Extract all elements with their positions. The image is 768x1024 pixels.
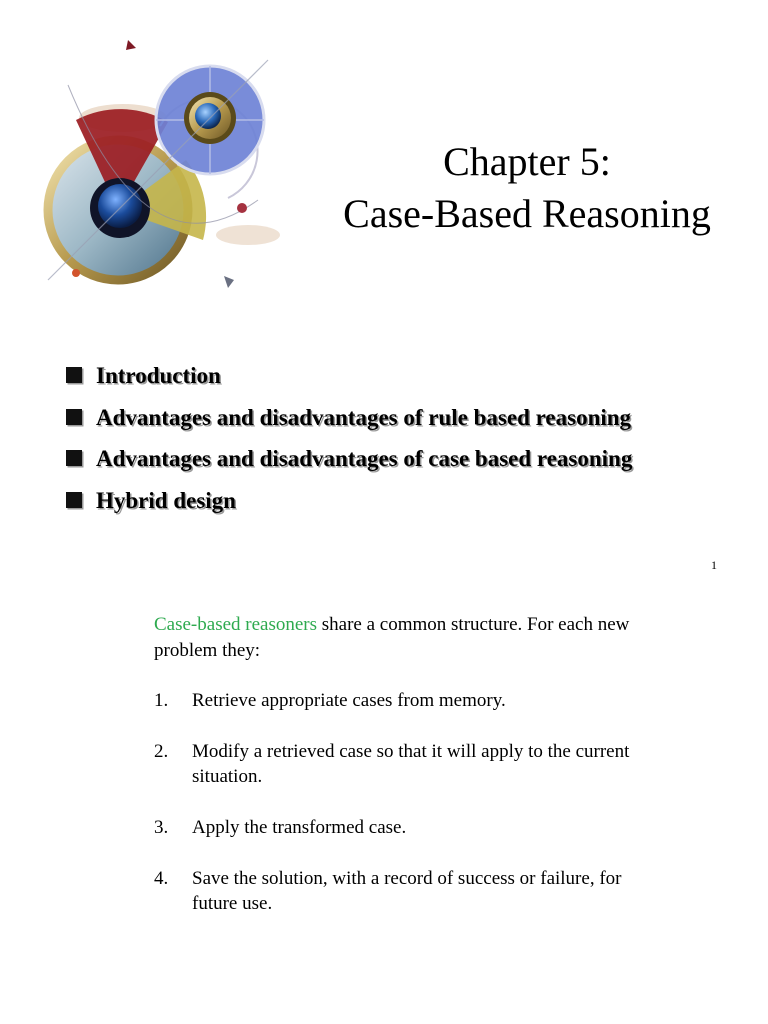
intro-text: share a common structure. For each new problem they:: [154, 614, 630, 661]
bullet-square-icon: [66, 367, 82, 383]
title-line-1: Chapter 5:: [443, 139, 611, 184]
globe-orbit-graphic-icon: [28, 30, 288, 292]
title-line-2: Case-Based Reasoning: [343, 191, 711, 236]
highlight-term: Case-based reasoners: [154, 614, 318, 635]
bullet-square-icon: [66, 409, 82, 425]
step-text: Retrieve appropriate cases from memory.: [192, 690, 506, 711]
list-item: [66, 402, 632, 444]
slide-2: [0, 590, 768, 1024]
step-number: 2.: [154, 741, 169, 762]
step-number: 4.: [154, 868, 169, 889]
bullet-text: Hybrid design: [96, 487, 236, 513]
list-item: [66, 443, 632, 485]
bullet-text: Advantages and disadvantages of rule based reasoning: [96, 404, 632, 430]
list-item: [66, 485, 632, 527]
list-item: [154, 688, 652, 713]
step-text: Apply the transformed case.: [192, 817, 407, 838]
steps-list: [154, 688, 652, 942]
step-number: 3.: [154, 817, 169, 838]
bullet-text: Advantages and disadvantages of case based reasoning: [96, 446, 633, 471]
list-item: [154, 866, 652, 916]
intro-paragraph: [154, 612, 674, 664]
list-item: [154, 739, 652, 789]
list-item: [154, 815, 652, 840]
list-item: [66, 360, 632, 402]
step-text: Modify a retrieved case so that it will apply to the current situation.: [192, 741, 630, 787]
step-text: Save the solution, with a record of success or failure, for future use.: [192, 868, 622, 914]
page-number: 1: [711, 558, 717, 572]
step-number: 1.: [154, 690, 169, 711]
topic-list: [66, 360, 632, 526]
bullet-text: Introduction: [96, 363, 221, 388]
bullet-square-icon: [66, 492, 82, 508]
slide-title: [318, 136, 736, 240]
bullet-square-icon: [66, 450, 82, 466]
